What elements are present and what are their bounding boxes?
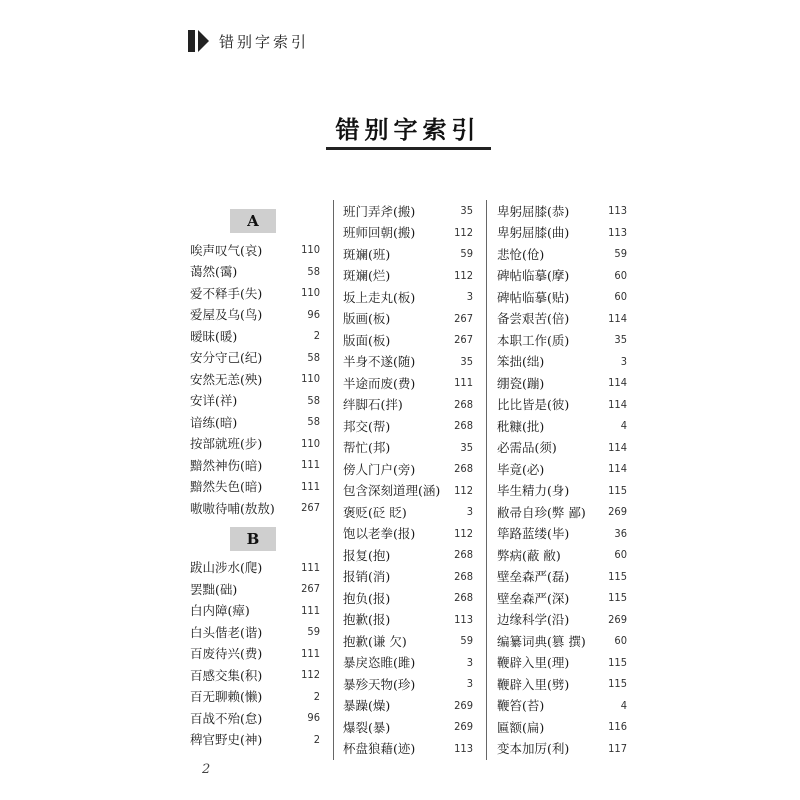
index-column-1 xyxy=(190,200,320,750)
index-entry xyxy=(190,476,320,498)
section-letter: B xyxy=(230,527,276,551)
entry-word: 饱以老拳(报) xyxy=(343,526,416,542)
entry-page: 267 xyxy=(454,311,473,325)
entry-word: 抱歉(报) xyxy=(343,612,391,628)
index-entry xyxy=(497,437,627,459)
index-entry xyxy=(343,243,473,265)
entry-page: 267 xyxy=(301,582,320,596)
entry-page: 111 xyxy=(454,376,473,390)
header-triangle-icon xyxy=(198,30,209,52)
entry-word: 斑斓(烂) xyxy=(343,268,391,284)
entry-word: 备尝艰苦(倍) xyxy=(497,311,570,327)
entry-page: 111 xyxy=(301,458,320,472)
entry-page: 3 xyxy=(466,677,473,691)
entry-page: 269 xyxy=(454,720,473,734)
entry-page: 96 xyxy=(307,307,320,321)
entry-page: 114 xyxy=(608,397,627,411)
entry-page: 117 xyxy=(608,741,627,755)
index-entry xyxy=(497,738,627,760)
entry-word: 版画(板) xyxy=(343,311,391,327)
section-letter: A xyxy=(230,209,276,233)
entry-word: 报销(消) xyxy=(343,569,391,585)
entry-word: 班师回朝(搬) xyxy=(343,225,416,241)
entry-word: 罢黜(础) xyxy=(190,581,238,597)
entry-page: 115 xyxy=(608,483,627,497)
entry-word: 暴殄天物(珍) xyxy=(343,676,416,692)
index-column-2 xyxy=(343,200,473,759)
entry-word: 百无聊赖(懒) xyxy=(190,689,263,705)
entry-word: 唉声叹气(哀) xyxy=(190,242,263,258)
entry-page: 114 xyxy=(608,311,627,325)
index-entry xyxy=(343,501,473,523)
entry-word: 坂上走丸(板) xyxy=(343,289,416,305)
entry-page: 58 xyxy=(307,393,320,407)
index-entry xyxy=(190,454,320,476)
entry-page: 114 xyxy=(608,376,627,390)
index-entry xyxy=(343,587,473,609)
entry-word: 鞭辟入里(理) xyxy=(497,655,570,671)
entry-page: 60 xyxy=(614,548,627,562)
entry-word: 黯然失色(暗) xyxy=(190,479,263,495)
entry-word: 包含深刻道理(涵) xyxy=(343,483,441,499)
index-entry xyxy=(190,621,320,643)
entry-page: 36 xyxy=(614,526,627,540)
index-entry xyxy=(343,222,473,244)
page-title: 错别字索引 xyxy=(335,115,481,144)
entry-page: 110 xyxy=(301,436,320,450)
entry-word: 爆裂(暴) xyxy=(343,719,391,735)
column-divider xyxy=(486,200,487,760)
entry-word: 卑躬屈膝(恭) xyxy=(497,203,570,219)
entry-word: 爱不释手(失) xyxy=(190,285,263,301)
index-entry xyxy=(190,390,320,412)
column-divider xyxy=(333,200,334,760)
entry-word: 碑帖临摹(贴) xyxy=(497,289,570,305)
header-bar-icon xyxy=(188,30,195,52)
index-entry xyxy=(190,557,320,579)
index-entry xyxy=(343,544,473,566)
entry-word: 鞭笞(苔) xyxy=(497,698,545,714)
index-entry xyxy=(497,415,627,437)
entry-word: 暧昧(暖) xyxy=(190,328,238,344)
entry-word: 绷瓷(蹦) xyxy=(497,375,545,391)
entry-word: 卑躬屈膝(曲) xyxy=(497,225,570,241)
index-entry xyxy=(190,347,320,369)
entry-word: 秕糠(批) xyxy=(497,418,545,434)
index-entry xyxy=(343,609,473,631)
entry-page: 115 xyxy=(608,655,627,669)
index-entry xyxy=(190,411,320,433)
index-entry xyxy=(343,716,473,738)
index-entry xyxy=(190,600,320,622)
index-entry xyxy=(497,501,627,523)
entry-page: 114 xyxy=(608,462,627,476)
entry-page: 114 xyxy=(608,440,627,454)
index-entry xyxy=(190,686,320,708)
entry-word: 黯然神伤(暗) xyxy=(190,457,263,473)
index-entry xyxy=(343,437,473,459)
entry-word: 版面(板) xyxy=(343,332,391,348)
entry-page: 268 xyxy=(454,591,473,605)
entry-word: 百废待兴(费) xyxy=(190,646,263,662)
entry-page: 111 xyxy=(301,603,320,617)
index-entry xyxy=(190,643,320,665)
entry-page: 3 xyxy=(466,290,473,304)
entry-word: 变本加厉(利) xyxy=(497,741,570,757)
entry-page: 59 xyxy=(307,625,320,639)
index-entry xyxy=(343,652,473,674)
index-entry xyxy=(190,497,320,519)
index-entry xyxy=(497,630,627,652)
index-entry xyxy=(343,738,473,760)
entry-word: 跋山涉水(爬) xyxy=(190,560,263,576)
entry-word: 抱歉(谦 欠) xyxy=(343,633,407,649)
entry-word: 报复(抱) xyxy=(343,547,391,563)
index-entry xyxy=(190,729,320,751)
index-entry xyxy=(343,630,473,652)
index-entry xyxy=(497,286,627,308)
entry-page: 59 xyxy=(460,247,473,261)
entry-page: 3 xyxy=(466,655,473,669)
index-entry xyxy=(190,261,320,283)
entry-page: 113 xyxy=(454,612,473,626)
index-entry xyxy=(497,243,627,265)
index-entry xyxy=(343,308,473,330)
entry-word: 筚路蓝缕(毕) xyxy=(497,526,570,542)
index-entry xyxy=(497,652,627,674)
entry-page: 3 xyxy=(620,354,627,368)
entry-word: 蔼然(霭) xyxy=(190,264,238,280)
entry-word: 斑斓(班) xyxy=(343,246,391,262)
entry-word: 谙练(暗) xyxy=(190,414,238,430)
entry-word: 白头偕老(谐) xyxy=(190,624,263,640)
entry-page: 112 xyxy=(301,668,320,682)
index-entry xyxy=(343,265,473,287)
entry-page: 112 xyxy=(454,483,473,497)
entry-page: 112 xyxy=(454,268,473,282)
entry-word: 按部就班(步) xyxy=(190,436,263,452)
entry-page: 59 xyxy=(460,634,473,648)
entry-page: 115 xyxy=(608,569,627,583)
running-header xyxy=(188,30,309,52)
index-entry xyxy=(343,480,473,502)
entry-page: 268 xyxy=(454,548,473,562)
entry-word: 暴戾恣睢(雎) xyxy=(343,655,416,671)
index-entry xyxy=(190,282,320,304)
entry-page: 60 xyxy=(614,634,627,648)
index-entry xyxy=(497,566,627,588)
entry-word: 百战不殆(怠) xyxy=(190,710,263,726)
entry-word: 爱屋及乌(鸟) xyxy=(190,307,263,323)
entry-word: 傍人门户(旁) xyxy=(343,461,416,477)
entry-word: 半途而废(费) xyxy=(343,375,416,391)
entry-page: 2 xyxy=(313,732,320,746)
entry-word: 碑帖临摹(摩) xyxy=(497,268,570,284)
index-entry xyxy=(497,716,627,738)
entry-page: 268 xyxy=(454,462,473,476)
entry-word: 敝帚自珍(弊 鄙) xyxy=(497,504,586,520)
index-entry xyxy=(343,372,473,394)
index-entry xyxy=(497,372,627,394)
index-entry xyxy=(497,222,627,244)
entry-word: 弊病(蔽 敝) xyxy=(497,547,561,563)
entry-page: 59 xyxy=(614,247,627,261)
entry-page: 60 xyxy=(614,290,627,304)
entry-page: 58 xyxy=(307,415,320,429)
index-entry xyxy=(190,578,320,600)
entry-word: 编纂词典(篡 撰) xyxy=(497,633,586,649)
index-entry xyxy=(497,480,627,502)
index-entry xyxy=(497,673,627,695)
index-entry xyxy=(497,587,627,609)
index-entry xyxy=(190,664,320,686)
entry-page: 58 xyxy=(307,264,320,278)
index-entry xyxy=(497,200,627,222)
index-entry xyxy=(343,458,473,480)
entry-word: 边缘科学(沿) xyxy=(497,612,570,628)
entry-page: 4 xyxy=(620,698,627,712)
entry-page: 268 xyxy=(454,397,473,411)
index-entry xyxy=(343,695,473,717)
index-entry xyxy=(343,286,473,308)
entry-word: 悲怆(伧) xyxy=(497,246,545,262)
entry-page: 116 xyxy=(608,720,627,734)
entry-page: 112 xyxy=(454,225,473,239)
entry-page: 2 xyxy=(313,689,320,703)
index-entry xyxy=(497,609,627,631)
entry-word: 半身不遂(随) xyxy=(343,354,416,370)
entry-word: 邦交(帮) xyxy=(343,418,391,434)
entry-word: 安然无恙(殃) xyxy=(190,371,263,387)
index-entry xyxy=(190,239,320,261)
entry-word: 鞭辟入里(劈) xyxy=(497,676,570,692)
entry-word: 必需品(须) xyxy=(497,440,557,456)
title-underline xyxy=(326,147,491,150)
entry-page: 112 xyxy=(454,526,473,540)
index-entry xyxy=(343,523,473,545)
entry-page: 115 xyxy=(608,591,627,605)
entry-page: 110 xyxy=(301,372,320,386)
entry-word: 褒贬(砭 眨) xyxy=(343,504,407,520)
entry-page: 58 xyxy=(307,350,320,364)
entry-page: 3 xyxy=(466,505,473,519)
index-entry xyxy=(497,308,627,330)
entry-page: 35 xyxy=(460,354,473,368)
index-entry xyxy=(497,394,627,416)
index-entry xyxy=(343,673,473,695)
entry-word: 比比皆是(彼) xyxy=(497,397,570,413)
index-entry xyxy=(190,707,320,729)
entry-word: 抱负(报) xyxy=(343,590,391,606)
entry-word: 绊脚石(拌) xyxy=(343,397,403,413)
index-entry xyxy=(343,329,473,351)
index-entry xyxy=(343,351,473,373)
index-column-3 xyxy=(497,200,627,759)
entry-page: 115 xyxy=(608,677,627,691)
entry-page: 111 xyxy=(301,479,320,493)
entry-word: 匾额(扁) xyxy=(497,719,545,735)
entry-page: 269 xyxy=(608,612,627,626)
entry-page: 113 xyxy=(454,741,473,755)
entry-page: 113 xyxy=(608,225,627,239)
entry-page: 110 xyxy=(301,243,320,257)
index-entry xyxy=(190,433,320,455)
entry-page: 113 xyxy=(608,204,627,218)
index-entry xyxy=(497,329,627,351)
index-entry xyxy=(497,351,627,373)
entry-word: 安详(祥) xyxy=(190,393,238,409)
entry-page: 111 xyxy=(301,560,320,574)
header-text: 错别字索引 xyxy=(219,32,310,51)
entry-page: 96 xyxy=(307,711,320,725)
entry-page: 269 xyxy=(454,698,473,712)
entry-page: 110 xyxy=(301,286,320,300)
entry-word: 嗷嗷待哺(敖敖) xyxy=(190,500,275,516)
index-entry xyxy=(190,368,320,390)
entry-page: 35 xyxy=(460,204,473,218)
index-entry xyxy=(343,394,473,416)
entry-page: 268 xyxy=(454,419,473,433)
entry-word: 白内障(瘴) xyxy=(190,603,250,619)
entry-page: 111 xyxy=(301,646,320,660)
index-entry xyxy=(190,304,320,326)
entry-word: 壁垒森严(磊) xyxy=(497,569,570,585)
entry-word: 百感交集(积) xyxy=(190,667,263,683)
index-entry xyxy=(497,265,627,287)
entry-word: 壁垒森严(深) xyxy=(497,590,570,606)
page-number: 2 xyxy=(202,762,211,777)
entry-word: 毕竟(必) xyxy=(497,461,545,477)
entry-word: 暴躁(燥) xyxy=(343,698,391,714)
index-entry xyxy=(497,523,627,545)
entry-page: 269 xyxy=(608,505,627,519)
entry-word: 班门弄斧(搬) xyxy=(343,203,416,219)
entry-page: 60 xyxy=(614,268,627,282)
entry-page: 268 xyxy=(454,569,473,583)
entry-word: 毕生精力(身) xyxy=(497,483,570,499)
index-entry xyxy=(343,566,473,588)
index-entry xyxy=(497,544,627,566)
entry-page: 2 xyxy=(313,329,320,343)
entry-word: 笨拙(绌) xyxy=(497,354,545,370)
index-entry xyxy=(497,695,627,717)
entry-word: 本职工作(质) xyxy=(497,332,570,348)
entry-page: 4 xyxy=(620,419,627,433)
entry-page: 35 xyxy=(614,333,627,347)
entry-page: 267 xyxy=(454,333,473,347)
index-entry xyxy=(190,325,320,347)
entry-page: 35 xyxy=(460,440,473,454)
entry-word: 稗官野史(神) xyxy=(190,732,263,748)
entry-word: 安分守己(纪) xyxy=(190,350,263,366)
entry-word: 帮忙(邦) xyxy=(343,440,391,456)
entry-word: 杯盘狼藉(迹) xyxy=(343,741,416,757)
index-entry xyxy=(343,415,473,437)
entry-page: 267 xyxy=(301,501,320,515)
index-entry xyxy=(497,458,627,480)
index-entry xyxy=(343,200,473,222)
